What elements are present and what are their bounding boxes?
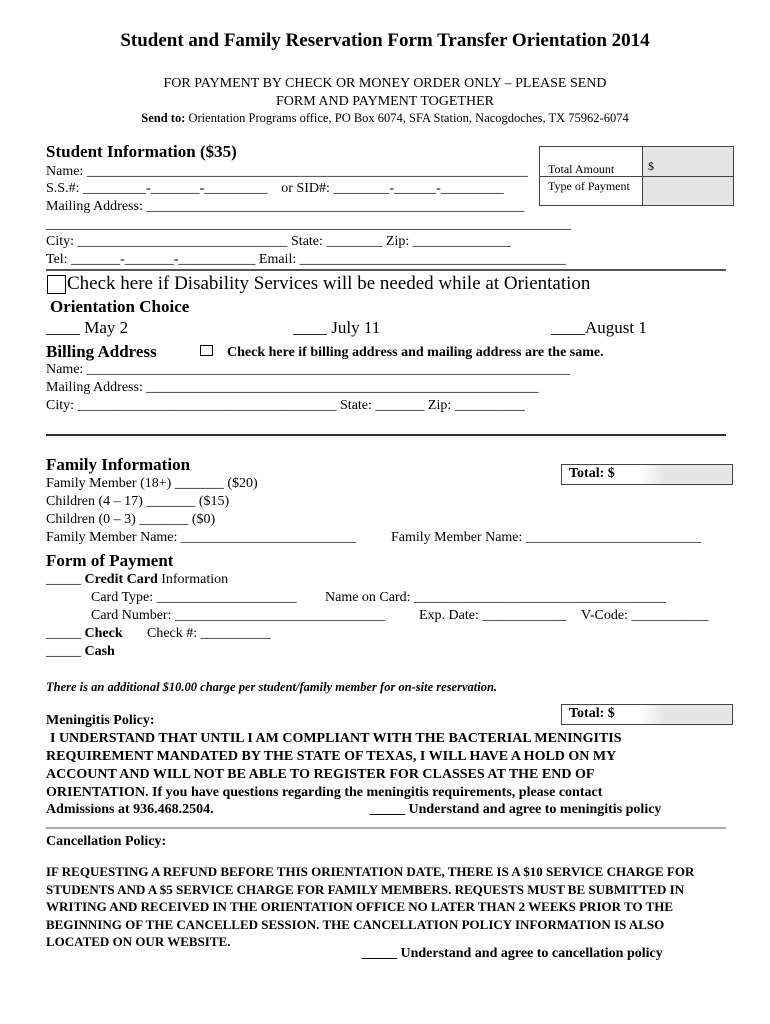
family-children-4-17-field[interactable]: Children (4 – 17) _______ ($15) [46, 494, 230, 509]
meningitis-text: I UNDERSTAND THAT UNTIL I AM COMPLIANT WITH THE BACTERIAL MENINGITIS REQUIREMENT MANDATED BY THE STATE OF TEXAS, I WILL HAVE A HOLD ON MY ACCOUNT AND WILL NOT BE ABLE TO REGISTER FOR CLASSES AT THE END OF ORIENTATION. If you have questions regarding the meningitis requirements, please contact [46, 731, 622, 800]
billing-heading: Billing Address [46, 342, 157, 361]
student-info-heading: Student Information ($35) [46, 142, 237, 161]
student-tel-field[interactable]: Tel: _______-_______-___________ Email: ______________________________________ [46, 252, 566, 267]
check-number-field[interactable]: Check #: __________ [147, 626, 271, 641]
family-total-label: Total: $ [569, 466, 615, 481]
family-member-name-field-2[interactable]: Family Member Name: _________________________ [391, 530, 701, 545]
sid-label: or SID#: [281, 181, 330, 196]
email-label: Email: [258, 252, 297, 267]
billing-city-field[interactable]: City: _____________________________________ State: _______ Zip: __________ [46, 398, 525, 413]
name-on-card-field[interactable]: Name on Card: ____________________________________ [325, 590, 667, 605]
student-name-label: Name: [46, 164, 84, 179]
cancellation-heading: Cancellation Policy: [46, 834, 167, 849]
family-heading: Family Information [46, 455, 191, 474]
page-title: Student and Family Reservation Form Transfer Orientation 2014 [120, 30, 650, 51]
meningitis-contact: Admissions at 936.468.2504. [46, 802, 214, 817]
cash-option[interactable]: _____ Cash [46, 644, 115, 659]
student-name-field[interactable]: Name: _______________________________________________________________ [46, 164, 528, 179]
total-amount-dollar[interactable]: $ [648, 159, 654, 173]
section-divider [46, 269, 726, 271]
billing-name-field[interactable]: Name: _____________________________________________________________________ [46, 362, 570, 377]
billing-same-label: Check here if billing address and mailing address are the same. [227, 345, 604, 360]
form-of-payment-heading: Form of Payment [46, 551, 174, 570]
family-total-box[interactable] [561, 464, 733, 485]
total-amount-label: Total Amount [548, 162, 615, 176]
tel-label: Tel: [46, 252, 68, 267]
disability-checkbox[interactable] [47, 275, 66, 294]
vcode-field[interactable]: V-Code: ___________ [581, 608, 709, 623]
onsite-charge-note: There is an additional $10.00 charge per student/family member for on-site reservation. [46, 680, 498, 694]
section-divider [46, 827, 726, 829]
cancellation-agree-field[interactable]: _____ Understand and agree to cancellation policy [362, 946, 663, 961]
card-number-field[interactable]: Card Number: ______________________________ [91, 608, 385, 623]
disability-label: Check here if Disability Services will be needed while at Orientation [67, 273, 591, 294]
state-label: State: [291, 234, 323, 249]
orientation-choice-may[interactable]: ____ May 2 [46, 318, 129, 337]
billing-mailing-field[interactable]: Mailing Address: ________________________________________________________ [46, 380, 539, 395]
orientation-choice-july[interactable]: ____ July 11 [293, 318, 381, 337]
cancellation-text: IF REQUESTING A REFUND BEFORE THIS ORIENTATION DATE, THERE IS A $10 SERVICE CHARGE FOR STUDENTS AND A $5 SERVICE CHARGE FOR FAMILY MEMBERS. REQUESTS MUST BE SUBMITTED IN WRITING AND RECEIVED IN THE ORIENTATION OFFICE NO LATER THAN 2 WEEKS PRIOR TO THE BEGINNING OF THE CANCELLED SESSION. THE CANCELLATION POLICY INFORMATION IS ALSO LOCATED ON OUR WEBSITE. [46, 864, 695, 949]
credit-card-option[interactable]: _____ Credit Card Information [46, 572, 229, 587]
send-to-label: Send to: [141, 111, 186, 125]
student-mailing-field[interactable]: Mailing Address: ______________________________________________________ [46, 199, 525, 214]
meningitis-heading: Meningitis Policy: [46, 713, 155, 728]
orientation-choice-august[interactable]: ____August 1 [551, 318, 647, 337]
meningitis-total-label: Total: $ [569, 706, 615, 721]
send-to-address: Orientation Programs office, PO Box 6074, SFA Station, Nacogdoches, TX 75962-6074 [188, 111, 629, 125]
orientation-heading: Orientation Choice [50, 297, 190, 316]
student-city-field[interactable]: City: ______________________________ State: ________ Zip: ______________ [46, 234, 511, 249]
family-children-0-3-field[interactable]: Children (0 – 3) _______ ($0) [46, 512, 216, 527]
exp-date-field[interactable]: Exp. Date: ____________ [419, 608, 567, 623]
payment-instruction-line2: FORM AND PAYMENT TOGETHER [276, 94, 494, 109]
zip-label: Zip: [385, 234, 410, 249]
meningitis-total-box[interactable] [561, 704, 733, 725]
check-option[interactable]: _____ Check [46, 626, 123, 641]
send-to-line [0, 111, 770, 126]
payment-instruction-line1: FOR PAYMENT BY CHECK OR MONEY ORDER ONLY – PLEASE SEND [163, 76, 607, 91]
city-label: City: [46, 234, 75, 249]
mailing-label: Mailing Address: [46, 199, 143, 214]
type-of-payment-label: Type of Payment [548, 179, 630, 193]
ss-label: S.S.#: [46, 181, 80, 196]
meningitis-agree-field[interactable]: _____ Understand and agree to meningitis policy [370, 802, 662, 817]
section-divider [46, 434, 726, 436]
family-adult-field[interactable]: Family Member (18+) _______ ($20) [46, 476, 258, 491]
family-member-name-field-1[interactable]: Family Member Name: _________________________ [46, 530, 356, 545]
payment-summary-box [539, 146, 734, 206]
student-ss-field[interactable]: S.S.#: _________-_______-_________ or SID#: ________-______-_________ [46, 181, 504, 196]
card-type-field[interactable]: Card Type: ____________________ [91, 590, 297, 605]
billing-same-checkbox[interactable] [200, 345, 213, 356]
student-mailing-field-line2[interactable]: ___________________________________________________________________________ [46, 217, 571, 232]
